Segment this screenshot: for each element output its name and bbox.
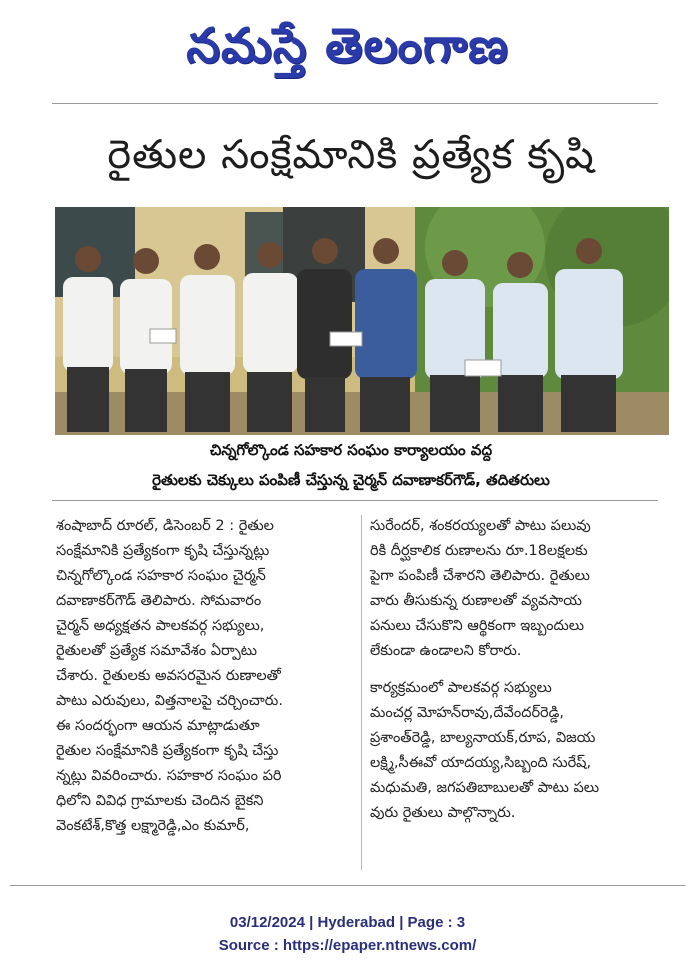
body-line: ప్రశాంత్‌రెడ్డి, బాల్యనాయక్,రూప, విజయ (370, 730, 596, 746)
body-line: ఈ సందర్భంగా ఆయన మాట్లాడుతూ (56, 718, 260, 734)
body-line: రైతుల సంక్షేమానికి ప్రత్యేకంగా కృషి చేస్తు (56, 743, 279, 759)
body-line: లక్ష్మి,సీఈవో యాదయ్య,సిబ్బంది సురేష్, (370, 755, 592, 771)
caption-divider (52, 500, 658, 501)
footer-source: Source : https://epaper.ntnews.com/ (218, 937, 477, 954)
body-line: రికి దీర్ఘకాలిక రుణాలను రూ.18లక్షలకు (370, 543, 588, 559)
photo-caption-line-1: చిన్నగోల్కొండ సహకార సంఘం కార్యాలయం వద్ద (209, 441, 493, 459)
photo-illustration (55, 207, 669, 435)
body-line: సంక్షేమానికి ప్రత్యేకంగా కృషి చేస్తున్నట్లు (56, 543, 270, 559)
body-line: రైతులతో ప్రత్యేక సమావేశం ఏర్పాటు (56, 643, 257, 659)
body-line: న్నట్లు వివరించారు. సహకార సంఘం పరి (56, 768, 282, 784)
body-line: చేశారు. రైతులకు అవసరమైన రుణాలతో (56, 668, 281, 684)
footer-dateline: 03/12/2024 | Hyderabad | Page : 3 (229, 914, 466, 931)
footer-divider (10, 885, 685, 886)
body-line: దవాణాకర్‌గౌడ్ తెలిపారు. సోమవారం (56, 593, 262, 609)
article-column-2 (370, 514, 660, 664)
body-line: సురేందర్, శంకరయ్యలతో పాటు పలువు (370, 518, 591, 534)
body-line: మధుమతి, జగపతిబాబులతో పాటు పలు (370, 780, 600, 796)
body-line: పనులు చేసుకొని ఆర్థికంగా ఇబ్బందులు (370, 618, 585, 634)
body-line: కార్యక్రమంలో పాలకవర్గ సభ్యులు (370, 680, 552, 696)
body-line: శంషాబాద్ రూరల్, డిసెంబర్ 2 : రైతుల (56, 518, 274, 534)
body-line: వారు తీసుకున్న రుణాలతో వ్యవసాయ (370, 593, 582, 609)
article-headline: రైతుల సంక్షేమానికి ప్రత్యేక కృషి (107, 132, 595, 178)
newspaper-masthead: నమస్తే తెలంగాణ (186, 18, 509, 74)
body-line: చైర్మన్ అధ్యక్షతన పాలకవర్గ సభ్యులు, (56, 618, 265, 634)
article-photo (55, 207, 669, 435)
body-line: ధిలోని వివిధ గ్రామాలకు చెందిన బైకని (56, 793, 264, 809)
body-line: వెంకటేశ్,కొత్త లక్ష్మారెడ్డి,ఎం కుమార్, (56, 818, 250, 834)
body-line: చిన్నగోల్కొండ సహకార సంఘం చైర్మన్ (56, 568, 266, 584)
column-divider (361, 515, 362, 870)
body-line: వురు రైతులు పాల్గొన్నారు. (370, 805, 516, 821)
body-line: లేకుండా ఉండాలని కోరారు. (370, 643, 522, 659)
article-column-2-para-2 (370, 676, 660, 826)
masthead-divider (52, 103, 658, 104)
body-line: మంచర్ల మోహన్‌రావు,దేవేందర్‌రెడ్డి, (370, 705, 564, 721)
article-column-1 (56, 514, 354, 839)
photo-caption-line-2: రైతులకు చెక్కులు పంపిణీ చేస్తున్న చైర్మన్ దవాణాకర్‌గౌడ్, తదితరులు (152, 471, 550, 489)
body-line: పాటు ఎరువులు, విత్తనాలపై చర్చించారు. (56, 693, 283, 709)
body-line: పైగా పంపిణీ చేశారని తెలిపారు. రైతులు (370, 568, 590, 584)
